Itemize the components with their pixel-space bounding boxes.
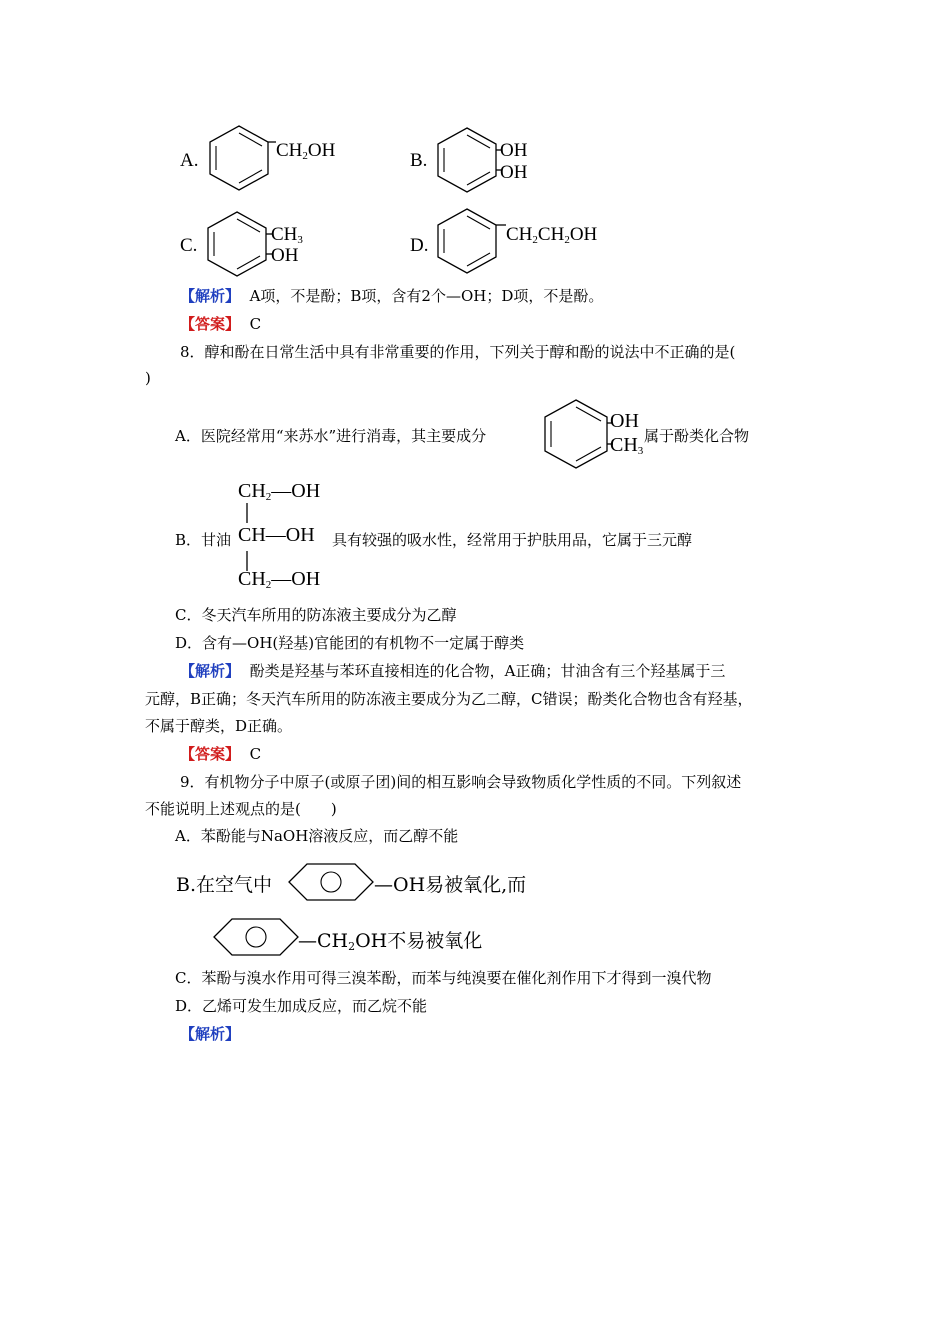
q8-analysis-text-1: 酚类是羟基与苯环直接相连的化合物，A正确；甘油含有三个羟基属于三 (249, 662, 726, 680)
q9-analysis (180, 1024, 240, 1044)
q9-option-c: C．苯酚与溴水作用可得三溴苯酚，而苯与纯溴要在催化剂作用下才得到一溴代物 (175, 969, 712, 987)
glycerol-bot-ch: CH (238, 568, 266, 590)
q8-answer (180, 744, 261, 764)
q7-option-a-benzene-ring (204, 122, 274, 194)
q9-b-post: OH不易被氧化 (355, 930, 483, 952)
q9-analysis-tag: 【解析】 (180, 1025, 241, 1043)
glycerol-bot-oh: —OH (271, 568, 321, 590)
q7-option-a-label: A. (180, 150, 199, 171)
q8-option-d: D．含有—OH(羟基)官能团的有机物不一定属于醇类 (175, 634, 525, 652)
q7-option-b-oh-2: OH (500, 162, 528, 183)
q8-option-a-benzene-ring (538, 397, 614, 471)
q8-option-b-prefix: B．甘油 (175, 531, 232, 549)
q8-stem-line-1: 8．醇和酚在日常生活中具有非常重要的作用，下列关于醇和酚的说法中不正确的是( (180, 343, 736, 361)
q7-option-a-formula (276, 140, 335, 167)
q7-d-ch-1: CH (506, 224, 533, 245)
q9-b-sub: 2 (348, 940, 356, 953)
q9-option-a: A．苯酚能与NaOH溶液反应，而乙醇不能 (175, 827, 459, 845)
q7-analysis-text: A项，不是酚；B项，含有2个—OH；D项，不是酚。 (249, 287, 604, 305)
q8-answer-text: C (249, 745, 262, 763)
q7-answer-text: C (249, 315, 262, 333)
q7-analysis (180, 286, 603, 306)
q7-option-c-benzene-ring (202, 208, 272, 280)
q9-option-b-benzene-ring-1 (287, 862, 375, 902)
q8-a-sub: 3 (637, 445, 644, 457)
q7-option-d-formula (506, 224, 597, 251)
glycerol-top-ch: CH (238, 480, 266, 502)
q7-d-sub-2: 2 (564, 234, 570, 246)
q7-option-b-oh-1: OH (500, 140, 528, 161)
q9-option-b-prefix: B.在空气中 (176, 874, 273, 896)
q7-option-b-benzene-ring (432, 124, 502, 196)
glycerol-middle (238, 524, 315, 546)
q7-a-sub: 2 (302, 150, 308, 162)
q9-option-b-benzene-ring-2 (212, 917, 300, 957)
q8-stem-line-2: ) (145, 369, 151, 387)
q7-option-b-label: B. (410, 150, 428, 171)
q8-a-ch: CH (610, 434, 638, 456)
glycerol-mid-oh: —OH (265, 524, 315, 546)
q7-option-c-oh: OH (271, 245, 299, 266)
q9-option-b-suffix (298, 926, 482, 953)
q9-stem-line-1: 9．有机物分子中原子(或原子团)间的相互影响会导致物质化学性质的不同。下列叙述 (180, 773, 742, 791)
q7-option-d-label: D. (410, 235, 429, 256)
q7-d-oh: OH (569, 224, 598, 245)
q7-c-ch: CH (271, 224, 298, 245)
q8-option-b-text: 具有较强的吸水性，经常用于护肤用品，它属于三元醇 (332, 531, 693, 549)
q9-option-d: D．乙烯可发生加成反应，而乙烷不能 (175, 997, 428, 1015)
q9-b-ch: —CH (298, 930, 349, 952)
glycerol-bottom (238, 568, 320, 596)
glycerol-top-sub: 2 (265, 491, 272, 503)
q7-c-sub: 3 (297, 234, 303, 246)
q8-analysis-line-1 (180, 661, 725, 681)
q7-option-c-label: C. (180, 235, 198, 256)
glycerol-top-oh: —OH (271, 480, 321, 502)
q7-answer-tag: 【答案】 (180, 315, 241, 333)
glycerol-bot-sub: 2 (265, 579, 272, 591)
q7-analysis-tag: 【解析】 (180, 287, 241, 305)
q7-a-ch: CH (276, 140, 303, 161)
q8-option-a-suffix: 属于酚类化合物 (644, 427, 750, 445)
glycerol-top (238, 480, 320, 508)
q8-option-c: C．冬天汽车所用的防冻液主要成分为乙醇 (175, 606, 457, 624)
q7-answer (180, 314, 261, 334)
q8-option-a-ch3 (610, 434, 643, 462)
q8-analysis-tag: 【解析】 (180, 662, 241, 680)
q7-a-oh: OH (307, 140, 336, 161)
q8-option-a-text: A．医院经常用“来苏水”进行消毒，其主要成分 (175, 427, 487, 445)
q8-analysis-line-2: 元醇，B正确；冬天汽车所用的防冻液主要成分为乙二醇，C错误；酚类化合物也含有羟基， (145, 690, 753, 708)
q7-option-d-benzene-ring (432, 205, 502, 277)
q8-option-a-oh: OH (610, 410, 639, 432)
q7-d-ch-2: CH (537, 224, 565, 245)
q8-answer-tag: 【答案】 (180, 745, 241, 763)
q9-stem-line-2: 不能说明上述观点的是( ) (145, 800, 337, 818)
q9-option-b-middle: —OH易被氧化,而 (374, 874, 527, 896)
q8-analysis-line-3: 不属于醇类，D正确。 (145, 717, 293, 735)
glycerol-mid-ch: CH (238, 524, 266, 546)
q7-d-sub-1: 2 (532, 234, 538, 246)
